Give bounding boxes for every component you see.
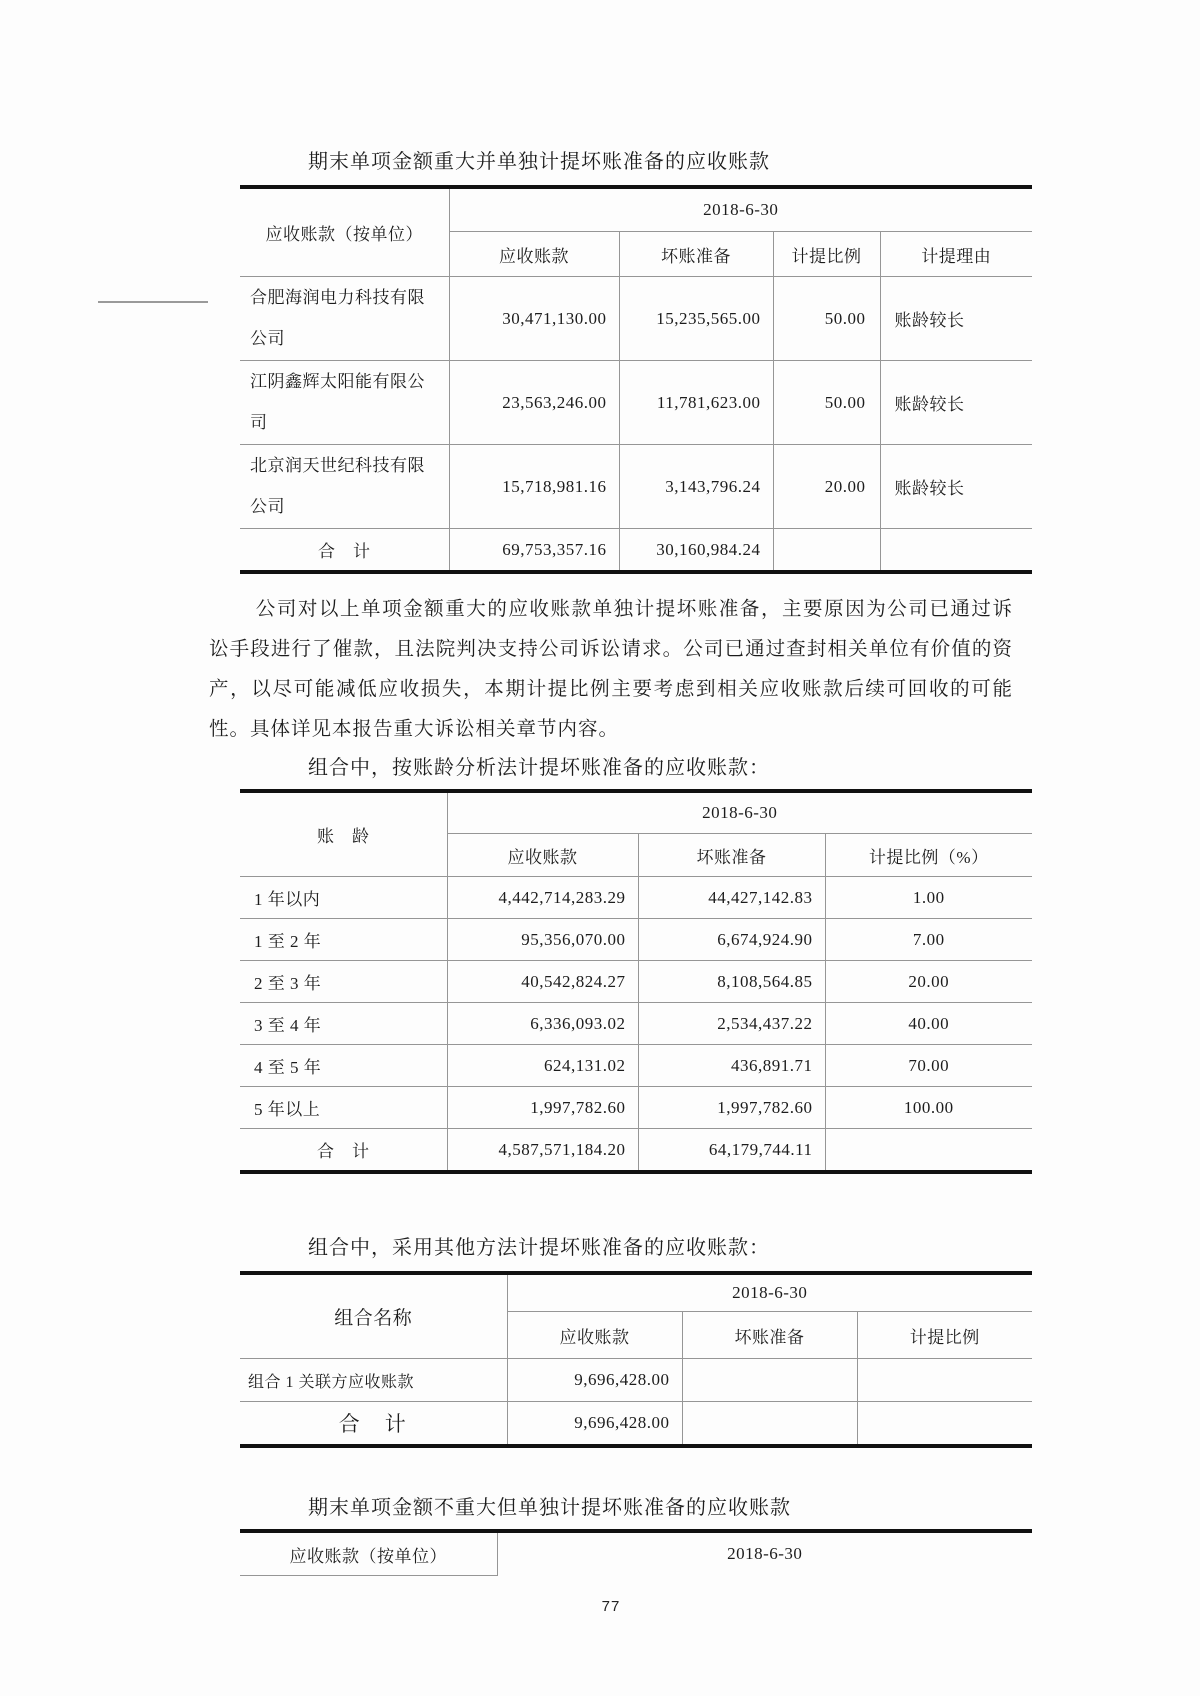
receivable-amount: 95,356,070.00	[447, 919, 638, 961]
total-provision: 64,179,744.11	[638, 1129, 825, 1173]
table1-col-header-reason: 计提理由	[880, 232, 1032, 277]
empty-cell	[880, 529, 1032, 573]
provision-reason: 账龄较长	[880, 361, 1032, 445]
provision-amount: 1,997,782.60	[638, 1087, 825, 1129]
total-provision: 30,160,984.24	[619, 529, 773, 573]
empty-cell	[682, 1359, 857, 1402]
table-row	[240, 961, 1032, 1003]
explanation-paragraph: 公司对以上单项金额重大的应收账款单独计提坏账准备，主要原因为公司已通过诉讼手段进行了催款，且法院判决支持公司诉讼请求。公司已通过查封相关单位有价值的资产，以尽可能减低应收损失，本期计提比例主要考虑到相关应收账款后续可回收的可能性。具体详见本报告重大诉讼相关章节内容。	[209, 599, 1013, 740]
provision-ratio: 1.00	[825, 877, 1032, 919]
total-receivable: 9,696,428.00	[507, 1402, 682, 1447]
provision-reason: 账龄较长	[880, 445, 1032, 529]
table2-col-header-receivable: 应收账款	[447, 834, 638, 877]
provision-ratio: 100.00	[825, 1087, 1032, 1129]
provision-reason: 账龄较长	[880, 277, 1032, 361]
provision-amount: 2,534,437.22	[638, 1003, 825, 1045]
provision-amount: 44,427,142.83	[638, 877, 825, 919]
aging-bucket: 1 至 2 年	[240, 919, 447, 961]
receivable-amount: 4,442,714,283.29	[447, 877, 638, 919]
table-individually-significant-receivables	[240, 185, 1032, 574]
table-row	[240, 1003, 1032, 1045]
margin-mark-line	[98, 301, 208, 303]
document-content	[209, 0, 1013, 1615]
table4-corner-header: 应收账款（按单位）	[240, 1531, 497, 1576]
aging-bucket: 2 至 3 年	[240, 961, 447, 1003]
table1-col-header-receivable: 应收账款	[449, 232, 619, 277]
section2-title: 组合中，按账龄分析法计提坏账准备的应收账款：	[308, 757, 770, 779]
company-name: 北京润天世纪科技有限公司	[240, 445, 449, 529]
provision-ratio: 70.00	[825, 1045, 1032, 1087]
receivable-amount: 15,718,981.16	[449, 445, 619, 529]
total-label: 合 计	[240, 1129, 447, 1173]
provision-amount: 8,108,564.85	[638, 961, 825, 1003]
total-label: 合 计	[240, 529, 449, 573]
total-receivable: 69,753,357.16	[449, 529, 619, 573]
table2-corner-header: 账 龄	[240, 791, 447, 877]
provision-ratio: 40.00	[825, 1003, 1032, 1045]
table-row	[240, 791, 1032, 834]
table2-col-header-provision: 坏账准备	[638, 834, 825, 877]
empty-cell	[857, 1402, 1032, 1447]
receivable-amount: 1,997,782.60	[447, 1087, 638, 1129]
table-row	[240, 445, 1032, 529]
table3-col-header-ratio: 计提比例	[857, 1312, 1032, 1359]
aging-bucket: 5 年以上	[240, 1087, 447, 1129]
section1-title: 期末单项金额重大并单独计提坏账准备的应收账款	[308, 151, 770, 173]
receivable-amount: 23,563,246.00	[449, 361, 619, 445]
provision-amount: 15,235,565.00	[619, 277, 773, 361]
table-row	[240, 187, 1032, 232]
table1-col-header-provision: 坏账准备	[619, 232, 773, 277]
receivable-amount: 624,131.02	[447, 1045, 638, 1087]
table1-date-header: 2018-6-30	[449, 187, 1032, 232]
table3-date-header: 2018-6-30	[507, 1273, 1032, 1312]
table-row	[240, 877, 1032, 919]
table-aging-analysis	[240, 789, 1032, 1174]
provision-amount: 436,891.71	[638, 1045, 825, 1087]
table4-date-header: 2018-6-30	[497, 1531, 1032, 1576]
table-row	[240, 361, 1032, 445]
table-row	[240, 1531, 1032, 1576]
receivable-amount: 6,336,093.02	[447, 1003, 638, 1045]
table-total-row	[240, 529, 1032, 573]
provision-ratio: 20.00	[773, 445, 880, 529]
table-row	[240, 277, 1032, 361]
table-other-method-receivables	[240, 1271, 1032, 1448]
table-row	[240, 1045, 1032, 1087]
total-label: 合 计	[240, 1402, 507, 1447]
provision-ratio: 20.00	[825, 961, 1032, 1003]
aging-bucket: 1 年以内	[240, 877, 447, 919]
provision-ratio: 50.00	[773, 361, 880, 445]
table-row	[240, 1273, 1032, 1312]
company-name: 江阴鑫辉太阳能有限公司	[240, 361, 449, 445]
table3-col-header-receivable: 应收账款	[507, 1312, 682, 1359]
total-receivable: 4,587,571,184.20	[447, 1129, 638, 1173]
provision-amount: 3,143,796.24	[619, 445, 773, 529]
table-total-row	[240, 1129, 1032, 1173]
provision-ratio: 50.00	[773, 277, 880, 361]
page-number: 77	[601, 1598, 621, 1615]
table-row	[240, 919, 1032, 961]
empty-cell	[825, 1129, 1032, 1173]
table-individually-insignificant-receivables	[240, 1529, 1032, 1576]
table-row	[240, 1359, 1032, 1402]
provision-amount: 6,674,924.90	[638, 919, 825, 961]
provision-ratio: 7.00	[825, 919, 1032, 961]
aging-bucket: 4 至 5 年	[240, 1045, 447, 1087]
portfolio-name: 组合 1 关联方应收账款	[240, 1359, 507, 1402]
table3-corner-header: 组合名称	[240, 1273, 507, 1359]
receivable-amount: 30,471,130.00	[449, 277, 619, 361]
provision-amount: 11,781,623.00	[619, 361, 773, 445]
empty-cell	[682, 1402, 857, 1447]
company-name: 合肥海润电力科技有限公司	[240, 277, 449, 361]
section3-title: 组合中，采用其他方法计提坏账准备的应收账款：	[308, 1237, 770, 1259]
empty-cell	[857, 1359, 1032, 1402]
table3-col-header-provision: 坏账准备	[682, 1312, 857, 1359]
receivable-amount: 9,696,428.00	[507, 1359, 682, 1402]
receivable-amount: 40,542,824.27	[447, 961, 638, 1003]
section4-title: 期末单项金额不重大但单独计提坏账准备的应收账款	[308, 1497, 791, 1519]
empty-cell	[773, 529, 880, 573]
table1-col-header-ratio: 计提比例	[773, 232, 880, 277]
table2-col-header-ratio: 计提比例（%）	[825, 834, 1032, 877]
table-total-row	[240, 1402, 1032, 1447]
table1-corner-header: 应收账款（按单位）	[240, 187, 449, 277]
aging-bucket: 3 至 4 年	[240, 1003, 447, 1045]
table2-date-header: 2018-6-30	[447, 791, 1032, 834]
table-row	[240, 1087, 1032, 1129]
